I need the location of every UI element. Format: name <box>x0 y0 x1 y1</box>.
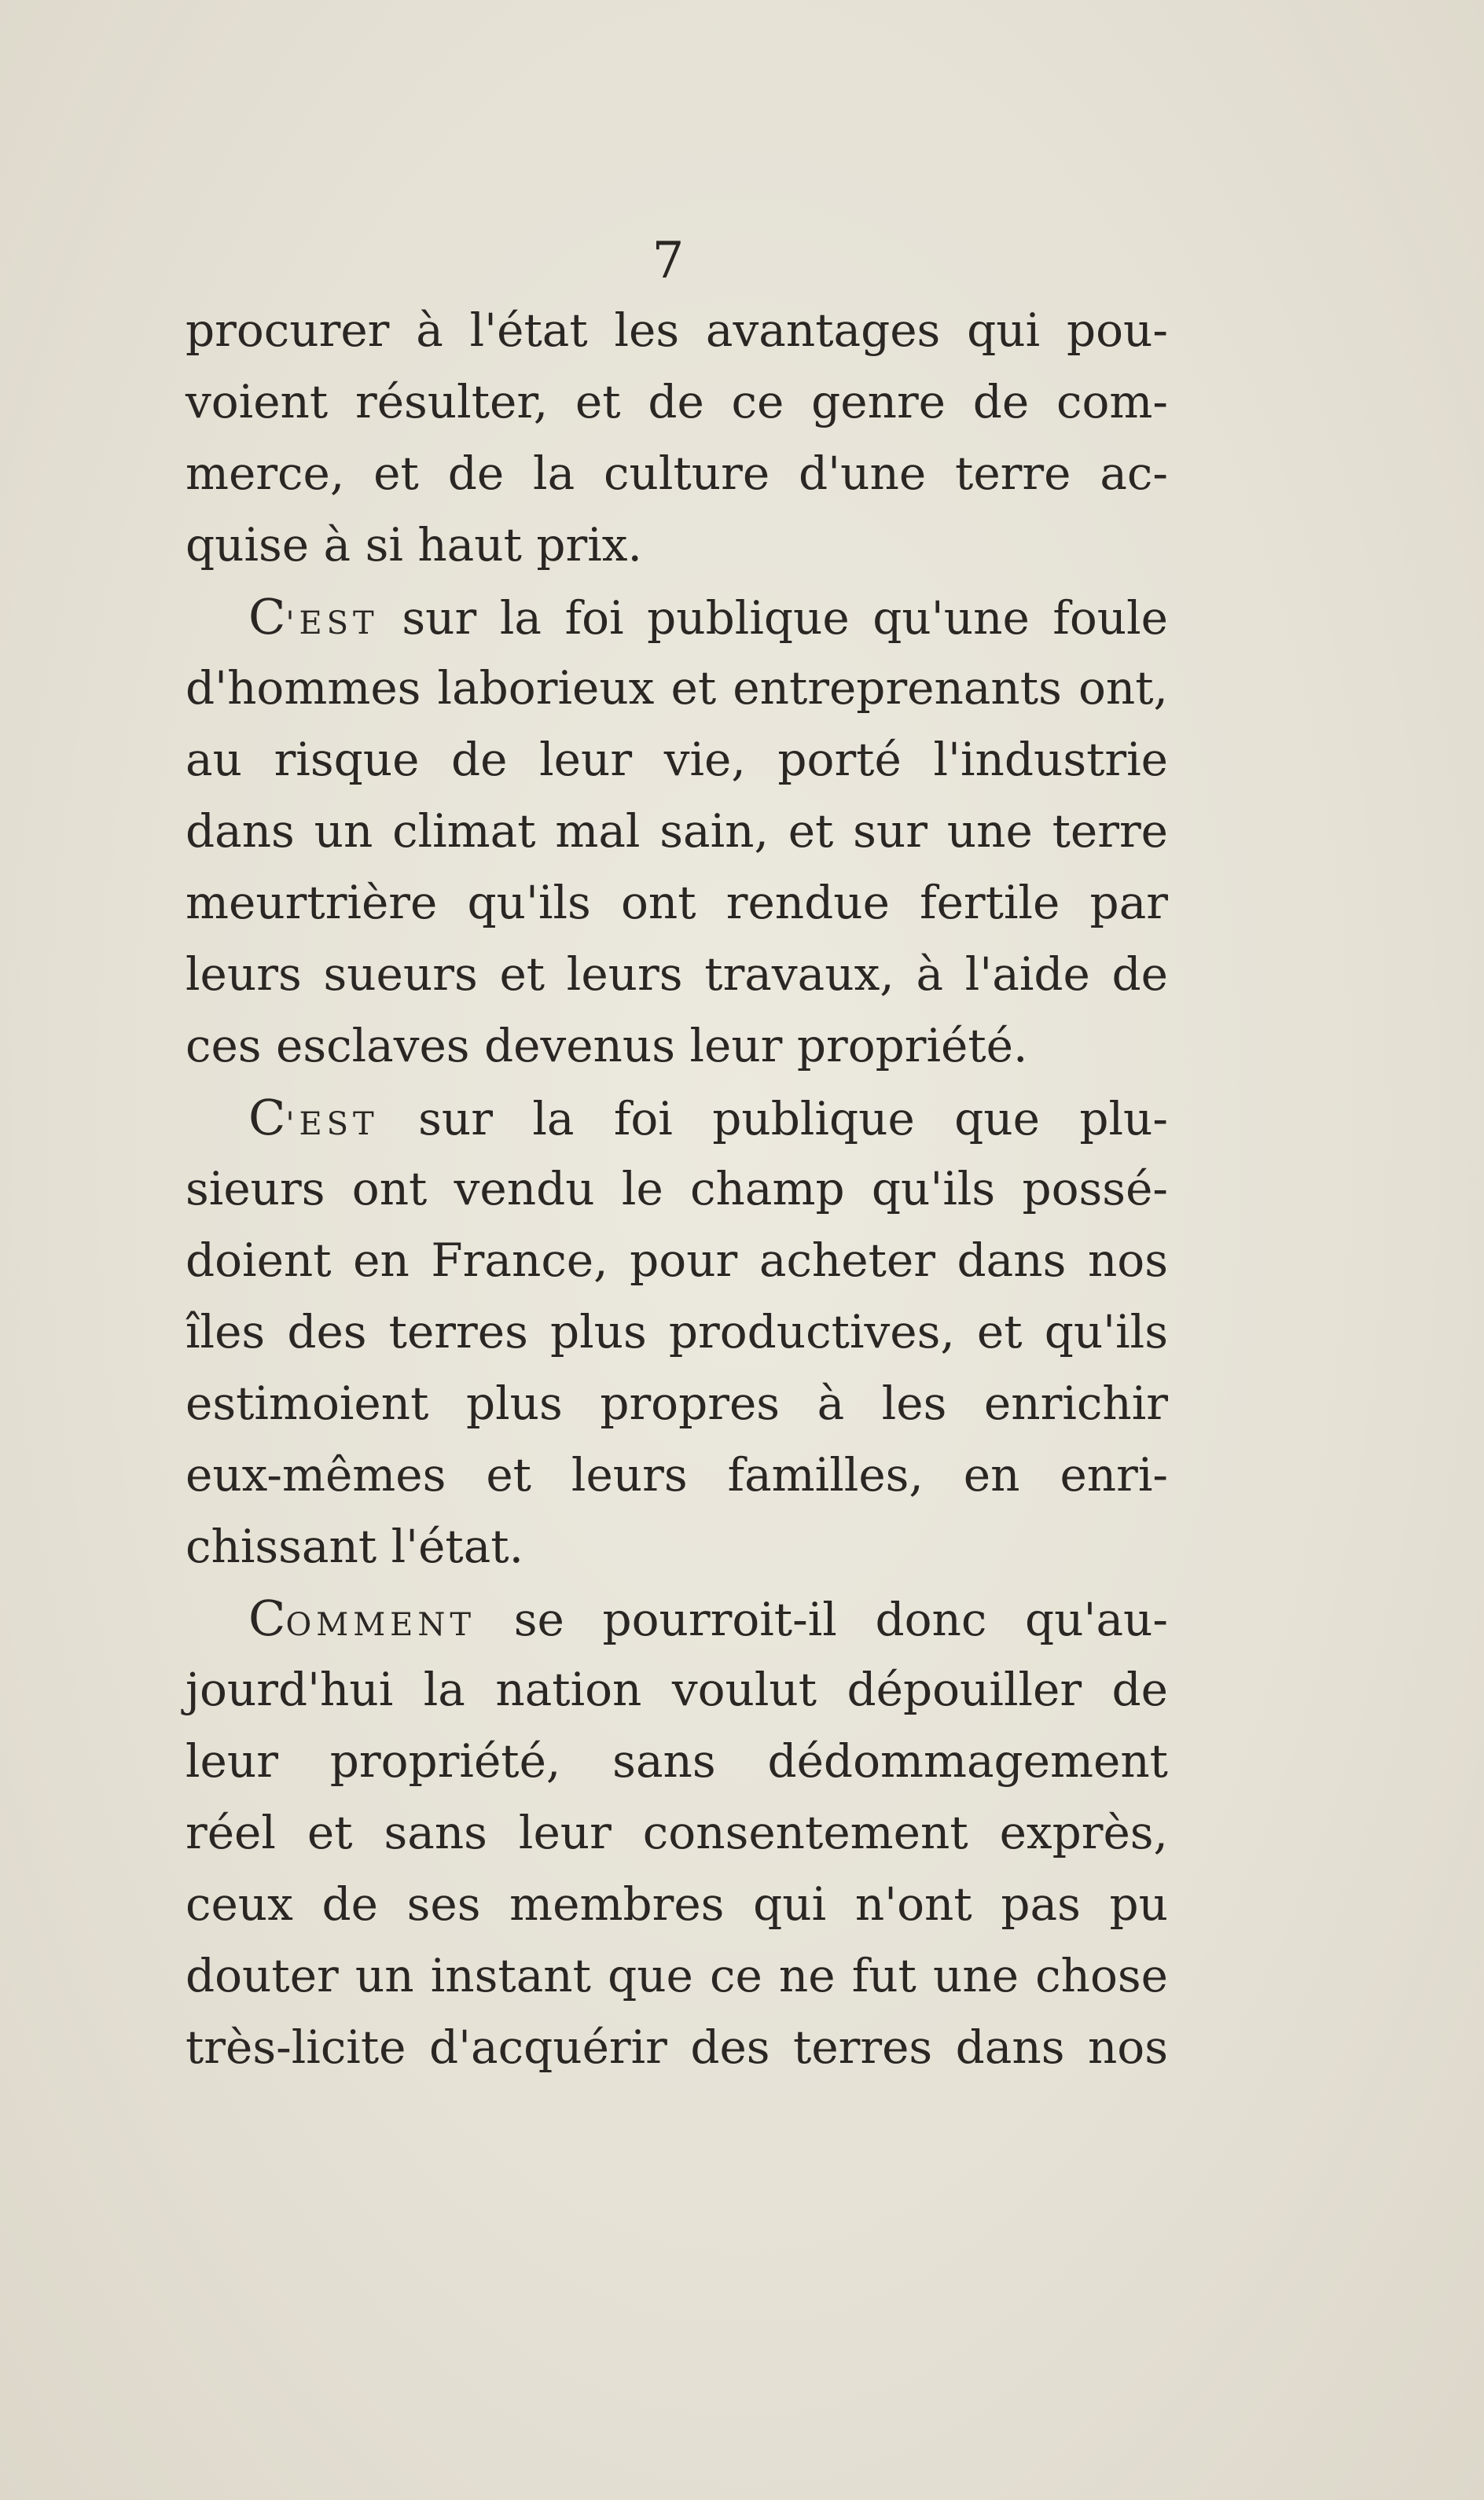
body-text <box>186 295 1168 2083</box>
paragraph-2 <box>186 581 1168 1082</box>
text-line: eux-mêmes et leurs familles, en enri- <box>186 1448 1168 1502</box>
lead-line-text: sur la foi publique que plu- <box>418 1092 1169 1145</box>
lead-small-caps: 'EST <box>285 605 379 642</box>
text-line: douter un instant que ce ne fut une chose <box>186 1949 1168 2002</box>
paragraph-3 <box>186 1082 1168 1583</box>
text-line: procurer à l'état les avantages qui pou- <box>186 303 1168 357</box>
text-line <box>186 1583 1168 1654</box>
text-line: doient en France, pour acheter dans nos <box>186 1233 1168 1287</box>
text-line: d'hommes laborieux et entreprenants ont, <box>186 661 1168 715</box>
text-line: jourd'hui la nation voulut dépouiller de <box>186 1663 1168 1716</box>
paragraph-4 <box>186 1583 1168 2083</box>
text-line <box>186 581 1168 653</box>
text-line: ces esclaves devenus leur propriété. <box>186 1019 1028 1072</box>
text-line: au risque de leur vie, porté l'industrie <box>186 733 1168 786</box>
text-line: ceux de ses membres qui n'ont pas pu <box>186 1877 1168 1931</box>
text-line: très-licite d'acquérir des terres dans nos <box>186 2020 1168 2074</box>
text-line: réel et sans leur consentement exprès, <box>186 1806 1168 1859</box>
text-line: quise à si haut prix. <box>186 518 642 572</box>
text-line: meurtrière qu'ils ont rendue fertile par <box>186 876 1168 929</box>
text-line <box>186 1082 1168 1153</box>
text-line: leurs sueurs et leurs travaux, à l'aide de <box>186 947 1168 1001</box>
text-line: îles des terres plus productives, et qu'ils <box>186 1305 1168 1358</box>
text-line: voient résulter, et de ce genre de com- <box>186 375 1168 428</box>
lead-line-text: sur la foi publique qu'une foule <box>402 591 1169 645</box>
lead-initial: C <box>248 1590 286 1647</box>
lead-initial: C <box>248 588 286 645</box>
lead-initial: C <box>248 1089 286 1146</box>
text-line: merce, et de la culture d'une terre ac- <box>186 447 1168 500</box>
lead-line-text: se pourroit-il donc qu'au- <box>513 1593 1168 1646</box>
lead-small-caps: OMMENT <box>285 1607 476 1643</box>
paragraph-1 <box>186 295 1168 581</box>
lead-small-caps: 'EST <box>285 1106 379 1142</box>
text-line: dans un climat mal sain, et sur une terre <box>186 804 1168 858</box>
text-line: sieurs ont vendu le champ qu'ils possé- <box>186 1162 1168 1215</box>
text-line: estimoient plus propres à les enrichir <box>186 1377 1168 1430</box>
text-line: chissant l'état. <box>186 1520 524 1573</box>
page-number: 7 <box>652 232 685 290</box>
text-line: leur propriété, sans dédommagement <box>186 1734 1168 1788</box>
